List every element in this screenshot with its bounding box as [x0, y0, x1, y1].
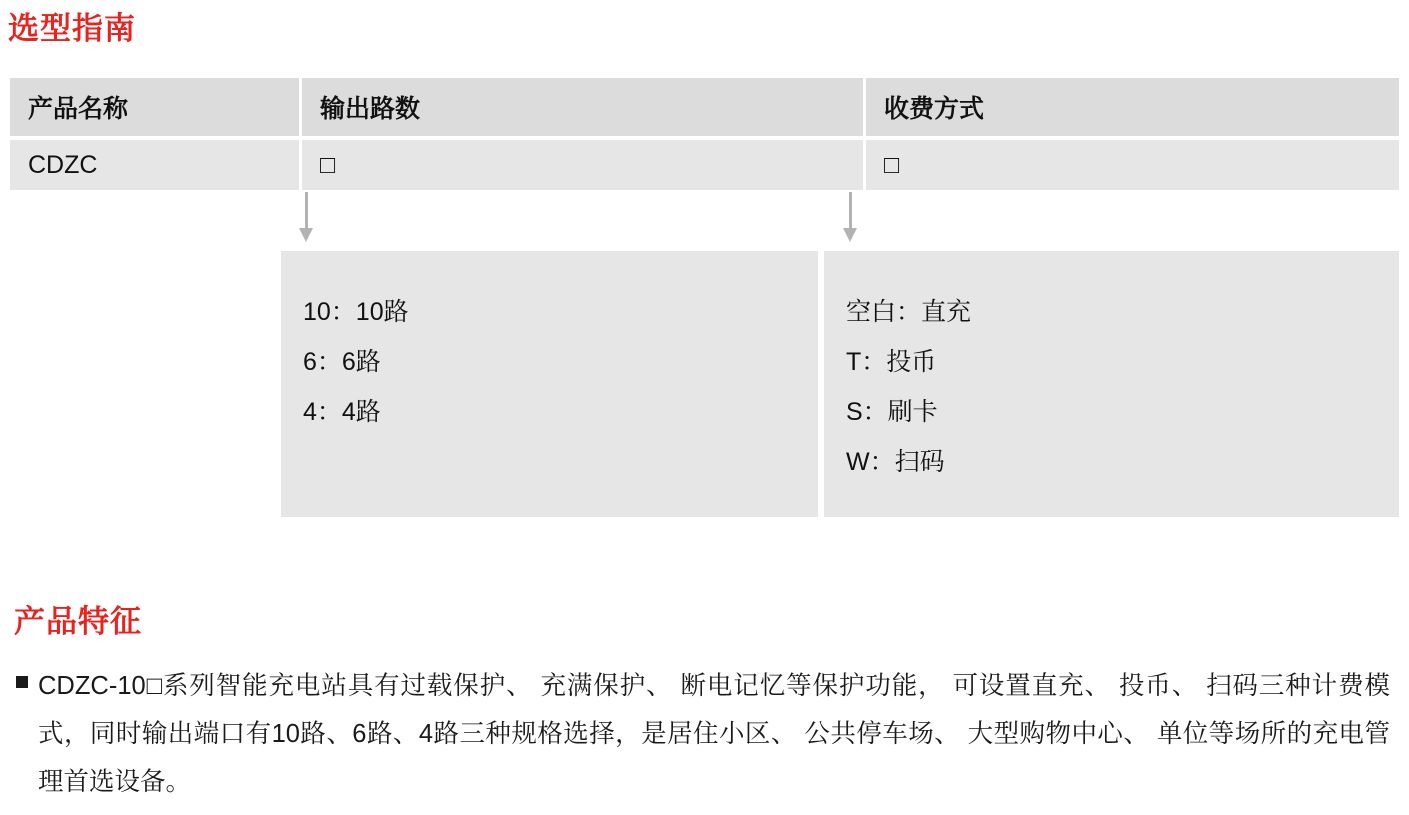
bullet-square-icon [16, 676, 28, 688]
down-arrow-icon-billing [843, 192, 859, 244]
selection-guide-table-wrapper [10, 78, 1399, 190]
table-cell-output-placeholder-box: □ [301, 140, 865, 190]
detail-line-output-6: 6：6路 [303, 348, 381, 376]
arrow-head [843, 228, 857, 242]
detail-panel-output-channels [281, 251, 818, 517]
feature-description-text: CDZC-10□系列智能充电站具有过载保护、 充满保护、 断电记忆等保护功能， 可设置直充、 投币、 扫码三种计费模式，同时输出端口有10路、6路、4路三种规格选择，是居住小区、 公共停车场、 大型购物中心、 单位等场所的充电管理首选设备。 [38, 672, 1390, 796]
table-cell-billing-placeholder-box: □ [865, 140, 1400, 190]
arrow-head [299, 228, 313, 242]
down-arrow-icon-output [299, 192, 315, 244]
table-header-output-channels: 输出路数 [301, 78, 865, 136]
detail-line-output-4: 4：4路 [303, 398, 381, 426]
table-row [10, 140, 1399, 190]
detail-line-billing-w: W：扫码 [846, 448, 945, 476]
detail-panel-billing-mode [824, 251, 1399, 517]
detail-line-billing-t: T：投币 [846, 348, 937, 376]
detail-line-output-10: 10：10路 [303, 298, 409, 326]
table-cell-product-code: CDZC [10, 140, 301, 190]
detail-line-billing-s: S：刷卡 [846, 398, 938, 426]
selection-guide-table [10, 78, 1399, 190]
detail-line-billing-blank: 空白：直充 [846, 298, 972, 326]
table-header-row [10, 78, 1399, 136]
table-header-product-name: 产品名称 [10, 78, 301, 136]
arrow-stem [305, 192, 308, 230]
page-title-product-features: 产品特征 [14, 604, 142, 639]
table-header-billing-mode: 收费方式 [865, 78, 1400, 136]
page-title-selection-guide: 选型指南 [8, 11, 136, 46]
feature-list-item [16, 662, 1396, 806]
arrow-stem [849, 192, 852, 230]
